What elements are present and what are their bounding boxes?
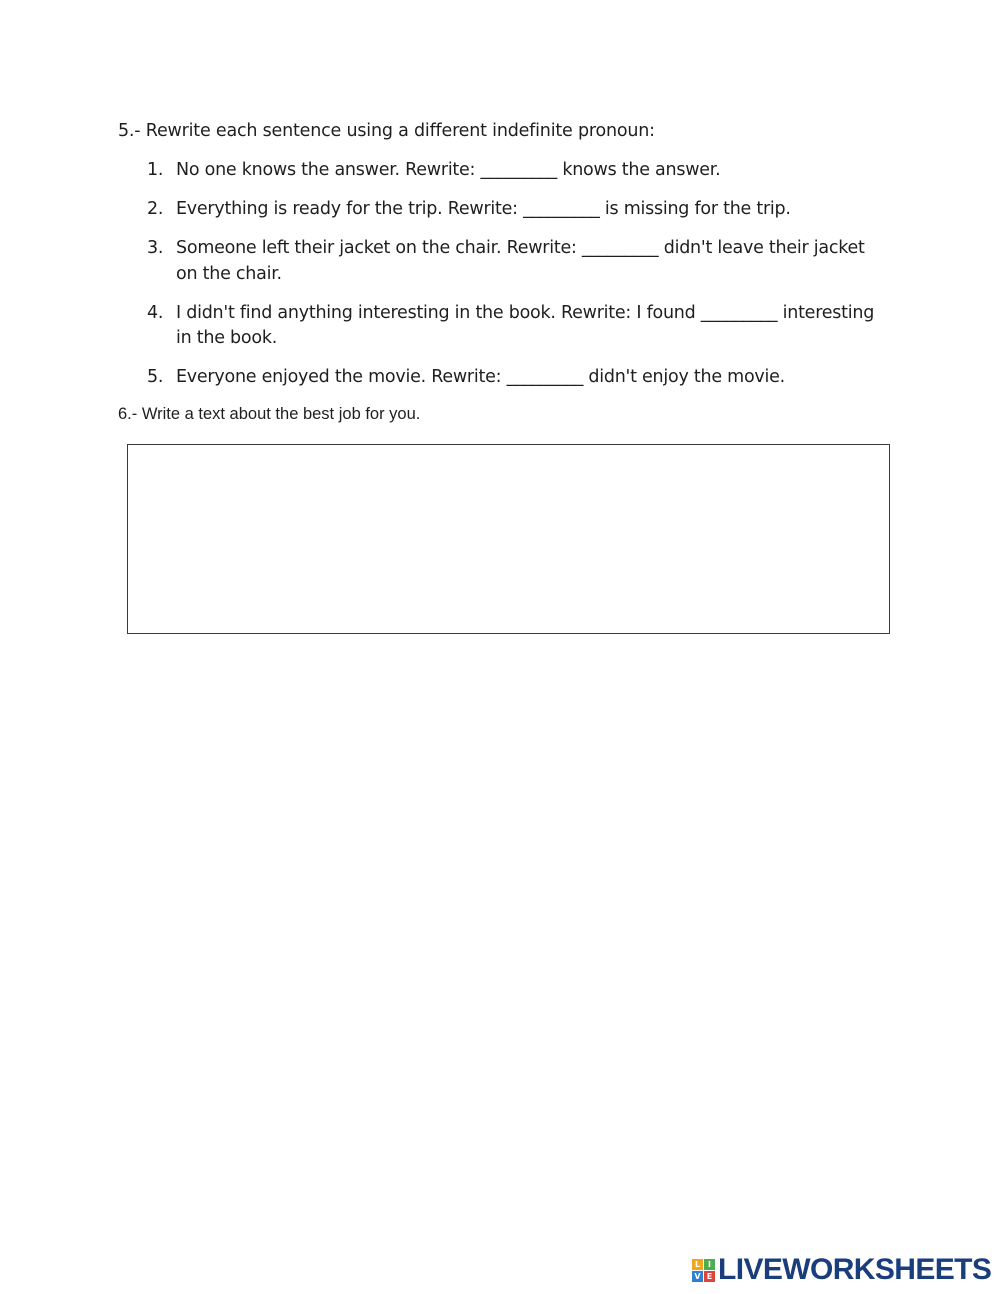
question-5-heading: 5.- Rewrite each sentence using a different indefinite pronoun: [118,121,655,141]
liveworksheets-logo [692,1253,991,1287]
item-text: I didn't find anything interesting in the book. Rewrite: I found _________ interesting in the book. [176,302,875,348]
item-number: 1. [147,160,164,180]
list-item [118,197,888,223]
logo-tile-e: E [704,1271,715,1282]
list-item [118,158,888,184]
logo-tile-v: V [692,1271,703,1282]
answer-box[interactable] [127,444,890,634]
item-text: Everything is ready for the trip. Rewrite: _________ is missing for the trip. [176,199,791,219]
logo-text: LIVEWORKSHEETS [718,1253,992,1286]
question-6-heading: 6.- Write a text about the best job for you. [118,405,421,423]
item-text: No one knows the answer. Rewrite: _________ knows the answer. [176,160,721,180]
logo-tile-i: I [704,1259,715,1270]
item-text: Everyone enjoyed the movie. Rewrite: _________ didn't enjoy the movie. [176,367,785,387]
logo-mark-icon [692,1259,715,1282]
item-number: 5. [147,367,164,387]
item-number: 2. [147,199,164,219]
logo-tile-l: L [692,1259,703,1270]
list-item [118,236,888,287]
list-item [118,301,888,352]
item-number: 3. [147,238,164,258]
item-number: 4. [147,302,164,323]
item-text: Someone left their jacket on the chair. Rewrite: _________ didn't leave their jacket on the chair. [176,238,865,284]
list-item [118,365,888,391]
question-5-list [118,158,888,404]
answer-text-area[interactable] [128,445,889,633]
